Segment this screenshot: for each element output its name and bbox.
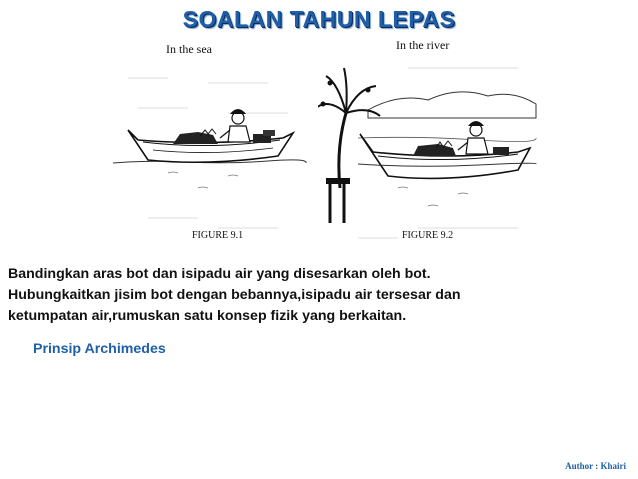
question-line-1: Bandingkan aras bot dan isipadu air yang disesarkan oleh bot.	[8, 266, 431, 282]
question-line-3: ketumpatan air,rumuskan satu konsep fizik yang berkaitan.	[8, 308, 407, 324]
author-credit: Author : Khairi	[565, 461, 626, 471]
figure-sea	[108, 38, 308, 248]
boat-with-man-and-palm-tree-icon	[318, 38, 540, 248]
figure-sea-caption: FIGURE 9.1	[192, 230, 244, 241]
figure-sea-label: In the sea	[166, 42, 212, 56]
slide-title: SOALAN TAHUN LEPAS	[182, 6, 456, 32]
question-line-2: Hubungkaitkan jisim bot dengan bebannya,isipadu air tersesar dan	[8, 287, 461, 303]
figure-river-label: In the river	[396, 38, 450, 52]
figure-river	[318, 38, 540, 248]
question-text	[8, 264, 630, 327]
answer-text: Prinsip Archimedes	[33, 341, 166, 357]
boat-with-man-icon	[108, 38, 308, 248]
figure-river-caption: FIGURE 9.2	[402, 230, 454, 241]
